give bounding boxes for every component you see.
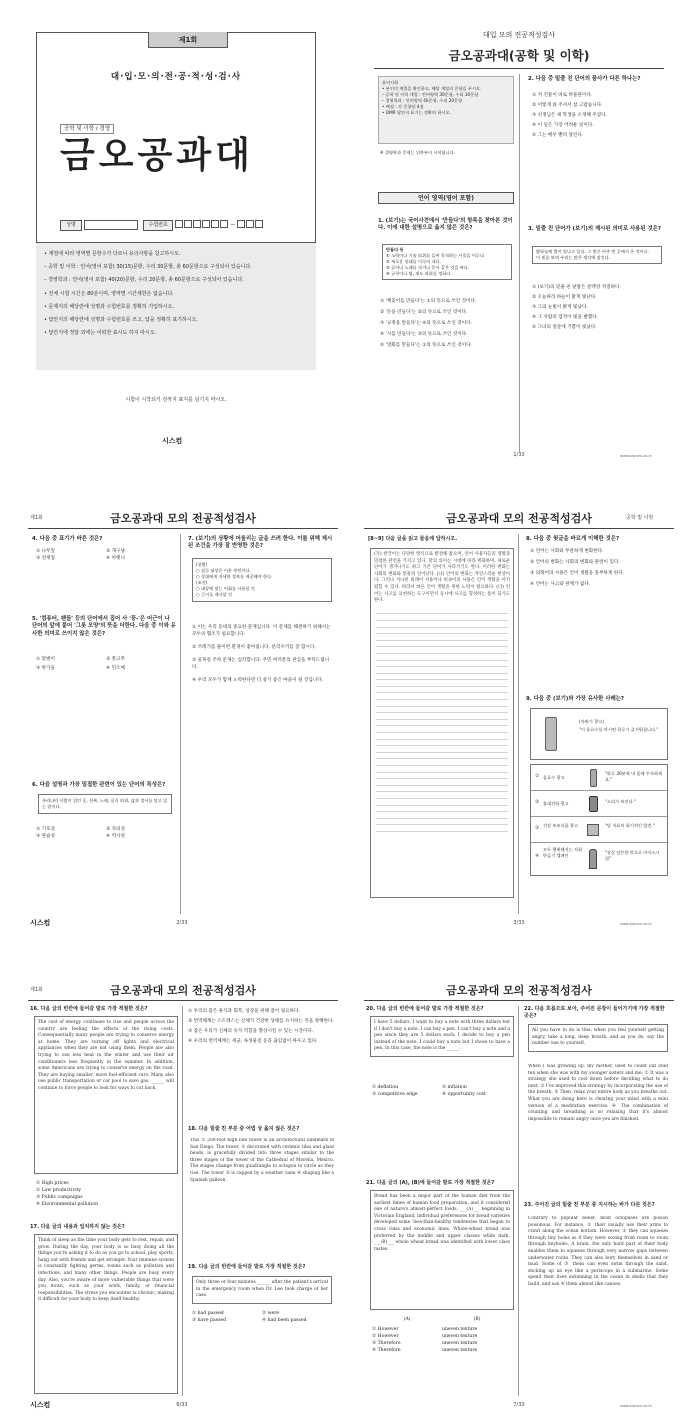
q8-option[interactable]: ④ 언어는 사고와 관계가 없다. [530,582,591,587]
q7-option[interactable]: ③ 골목길 주차 문제는 심각합니다. 주민 여러분의 관심을 부탁드립니다. [192,658,330,670]
notice-line: – 경영학과 : 언어영역 40문항, 수리 20문항 [382,98,463,103]
q3-option[interactable]: ① (보기)의 밑줄 친 낱말은 문맥상 적절하다. [532,285,621,290]
cover-note-4: • 문제지의 해당란에 성명과 수험번호를 정확히 기입하시오. [44,303,174,310]
q8-options [530,548,670,588]
q1-option[interactable]: ② '돈을 만들다'는 ②의 뜻으로 쓰인 것이다. [380,310,468,315]
q1-option[interactable]: ① '책꽂이를 만들다'는 ①의 뜻으로 쓰인 것이다. [380,299,477,304]
q3-option[interactable]: ④ 그 사람의 업적이 빛을 발했다. [532,315,599,320]
q7-options [192,624,332,684]
cover-session-tab: 제1회 [148,32,228,48]
q1-option[interactable]: ③ '규정을 만들다'는 ④의 뜻으로 쓰인 것이다. [380,321,472,326]
q1-stem: 1. (보기)는 국어사전에서 '만들다'의 항목을 찾아본 것이다. 이에 대한 설명으로 옳지 않은 것은? [378,218,513,232]
q9-row[interactable]: ③ 건강 보조식품 광고 "당 지표의 회기적인 발견." [531,817,667,843]
page3-header-right: 공학 및 이학 [626,515,654,521]
q16-option[interactable]: ① High prices [36,1181,69,1186]
bottle-icon [583,765,603,790]
q19-option[interactable]: ③ have passed [192,1318,227,1323]
q3-stem: 3. 밑줄 친 단어가 (보기)의 제시된 의미로 사용된 것은? [528,226,662,232]
q9-table [530,764,668,876]
q9-box-line: (자판기 광고) [579,719,604,724]
q19-option[interactable]: ② were [262,1311,280,1316]
cover-big-title: 금오공과대 [60,135,254,176]
q21-option-b[interactable]: uneven texture [442,1327,478,1332]
q8-9-header: [8~9] 다음 글을 읽고 물음에 답하시오. [368,536,458,542]
supplement-icon [583,817,603,842]
q16-stem: 16. 다음 글의 빈칸에 들어갈 말로 가장 적절한 것은? [30,1006,148,1012]
page-6 [28,968,338,1418]
page2-header-left: 제1회 [30,515,43,521]
q1-options [380,298,514,349]
q16-option[interactable]: ④ Environmental pollution [36,1202,99,1207]
q1-option[interactable]: ⑤ '영화를 만들다'는 ①의 뜻으로 쓰인 것이다. [380,343,472,348]
q20-options [372,1084,512,1098]
q4-options [36,548,176,562]
cover-page [36,32,316,452]
page6-logo: 시스컴 [30,1401,51,1409]
q17-stem: 17. 다음 글의 내용과 일치하지 않는 것은? [30,1224,125,1230]
icecream-icon [583,843,603,875]
q20-option[interactable]: ② inflation [442,1085,467,1090]
q6-option[interactable]: ① 기호성 [36,827,55,832]
q8-stem: 8. 다음 중 윗글을 바르게 이해한 것은? [526,536,620,542]
q2-stem: 2. 다음 중 밑줄 친 단어의 품사가 다른 하나는? [528,76,641,82]
q9-row[interactable]: ① 음료수 광고 "하루 30분씩 내 몸에 투자하세요." [531,765,667,791]
q7-box-line: ○ 근거를 제시할 것 [196,592,232,597]
cover-note-0: • 계열에 따라 영역별 문항수가 다르니 유의사항을 참고하시오. [44,251,181,257]
q8-9-passage-box [370,548,514,898]
cover-notes-box [36,242,316,370]
q21-option-a[interactable]: ① However [372,1327,399,1332]
q2-option[interactable]: ② 이렇게 와 주셔서 참 고맙습니다. [532,103,603,108]
q21-passage: Bread has been a major part of the human diet from the earliest times of human food preparation, and it considered one of nature's almost-perfect foods. ___(A)___ beginning in Victorian England, individual preferences for bread varieties developed some 'less-than-healthy tendencies that began to cross class and economic lines. Whole-wheat bread was preferred by the middle and upper classes while dark, ___(B)___ whole wheat bread was identified with lower class tastes. [370,1190,514,1310]
cover-note-6: • 답안지에 정답 외에는 어떠한 표시도 하지 마시오. [44,330,157,337]
q6-option[interactable]: ④ 역사성 [106,834,125,839]
q7-box [192,558,332,602]
q17-options [188,1008,334,1045]
q22-box: All you have to do is this: when you feel yourself getting angry, take a long, deep breath, and as you do, say the number one to yourself. [528,1024,668,1052]
q3-box [532,246,662,264]
q1-option[interactable]: ④ '시를 만들다'는 ③의 뜻으로 쓰인 것이다. [380,332,468,337]
q22-passage: When I was growing up, my mother, used to count out loud ten when she was with my younger sisters and me. ① It was a strategy she used to cool down before deciding what to do next. ② I've improved this strategy by incorporating the use of the breath. ③ Then, relax your entire body as you breathe out. What you are doing here is clearing your mind with a mini version of a meditation exercise. ④ The combination of counting and breathing is so relaxing that it's almost impossible to remain angry once you are finished. [528,1064,668,1122]
q9-row[interactable]: ② 휴대전화 광고 "소리가 보인다." [531,791,667,817]
q7-box-line: ○ 설득 대상은 이웃 주민이다. [196,568,251,573]
q16-passage: The cost of energy continues to rise and people across the country are feeling the effects of the rising costs. Consequentially many people are trying to conserve energy at home. They are turning off lights and electrical appliances when they are not using them. People are also trying to use less heat in the winter and use their air conditioners less frequently in the summer. In addition, some Americans are trying to conserve energy on the road. They are buying smaller, more fuel-efficient cars. Many also use public transportation or car pool to save gas. ______ will continue to force people to look for ways to cut back. [34,1016,178,1174]
q2-option[interactable]: ③ 선생님은 새 학생을 소개해 주셨다. [532,113,608,118]
cover-logo: 시스컴 [162,437,183,445]
q2-option[interactable]: ⑤ 그는 매우 빨리 달린다. [532,133,584,138]
q20-stem: 20. 다음 글의 빈칸에 들어갈 말로 가장 적절한 것은? [366,1006,484,1012]
q17-option[interactable]: ① 우리의 몸은 휴식과 회복, 성장을 위해 잠이 필요하다. [188,1009,300,1014]
cover-subject-tag: 공학 및 이학 / 경영 [60,124,114,134]
q2-option[interactable]: ① 저 건물이 바로 박물관이다. [532,93,593,98]
q18-passage: This ① 200-foot high bell tower is an architectural landmark of San Diego. The tower, ② decorated with ceramic tiles and glass beads, is gracefully divided into three stages similar to the three stages of the tower of the Cathedral of Morelia, Mexico. The stages change from quadrangle to octagon to circle as they rise. The tower ③ is capped by a weather vane ④ shaping like a Spanish galleon. [190,1138,334,1183]
page6-footer-num: 6/33 [176,1402,188,1408]
q5-option[interactable]: ① 맞벌이 [36,657,55,662]
q21-option-a[interactable]: ② However [372,1334,399,1339]
phone-icon [583,791,603,816]
cover-footer-note: 시험이 시작되기 전까지 표지를 넘기지 마시오. [125,397,227,403]
page7-title: 금오공과대 모의 전공적성검사 [446,984,592,997]
q8-option[interactable]: ② 언어의 변화는 사회의 변화와 관련이 있다. [530,560,620,565]
q17-option[interactable]: ④ 우리의 면역체계는 세균, 독성물질 등과 끊임없이 싸우고 있다. [188,1039,318,1044]
q2-option[interactable]: ④ 이 일은 가장 어려운 일이다. [532,123,594,128]
page2-footer-num: 2/33 [176,920,188,926]
cover-spaced-title: 대·입·모·의·전·공·적·성·검·사 [110,72,242,82]
notice-line: • 배점 : 각 문항당 4점 [382,104,424,109]
q20-passage: I have 5 dollars. I want to buy a note with three dollars but if I don't buy a note, I can buy a pen. I can't buy a note and a pen since they are 5 dollars each. I decide to buy a pen instead of the note. I could buy a note but I chose to have a pen. In this case, the note is the ______. [370,1016,514,1057]
q1-box-line: ④ 규칙이나 법, 제도 따위를 정하다. [386,271,452,276]
q21-option-a[interactable]: ③ Therefore [372,1341,401,1346]
q4-option[interactable]: ① 나무잎 [36,549,55,554]
q5-option[interactable]: ③ 한가을 [36,666,55,671]
notice-line: • 본인의 계열을 확인하고, 해당 계열의 문항을 푸시오. [382,86,482,91]
q6-stem: 6. 다음 설명과 가장 밀접한 관련이 있는 단어의 특성은? [32,782,166,788]
page1-small-note: ※ 경영학과 문제는 뒤쪽부터 시작됩니다. [380,150,455,155]
q16-option[interactable]: ③ Public campaigns [36,1195,83,1200]
q19-option[interactable]: ① had passed [192,1311,224,1316]
page1-notice-box [378,76,514,144]
q3-option[interactable]: ② 오늘따라 하늘이 맑게 빛난다. [532,295,597,300]
q5-option[interactable]: ② 풋고추 [106,657,125,662]
page3-footer-num: 3/33 [513,920,525,926]
q7-option[interactable]: ④ 우리 모두가 함께 노력한다면 더 살기 좋은 마을이 될 것입니다. [192,678,324,683]
q5-stem: 5. '컴퓨터, 팬들' 등의 단어에서 집어 사 '풍-'은 어근이 나 단어의 앞에 붙어 '그릇 모양'의 뜻을 더한다. 다음 중 이와 유사한 의미로 쓰이지 않은 것은? [32,616,176,637]
q21-head-a: (A) [403,1317,411,1322]
q21-head-b: (B) [473,1317,481,1322]
page1-footer-num: 1/33 [513,452,525,458]
page7-footer-num: 7/33 [513,1402,525,1408]
q19-option[interactable]: ④ had been passed [262,1318,307,1323]
passage-filler [374,608,510,832]
page2-title: 금오공과대 모의 전공적성검사 [110,512,256,525]
q21-option-b[interactable]: uneven texture [442,1348,478,1353]
drink-can-icon [545,717,557,751]
page3-footer-url: www.siscom.co.kr [620,922,653,926]
q3-option[interactable]: ③ 그의 눈빛이 밝게 빛났다. [532,305,588,310]
q1-box-title: 만들다 동 [386,247,404,252]
page-2 [28,496,338,936]
q6-option[interactable]: ③ 관습성 [36,834,55,839]
exam-no-grid[interactable] [175,220,264,228]
page1-section-label: 언어 영역(영어 포함) [378,192,514,204]
q9-box-line: "이 음료수를 마시면 하루가 즐거워집니다." [579,727,659,732]
page-1 [364,22,674,462]
q2-options [532,92,666,139]
q21-stem: 21. 다음 글의 (A), (B)에 들어갈 말로 가장 적절한 것은? [366,1180,495,1186]
q21-options [372,1326,512,1354]
q19-stem: 19. 다음 글의 빈칸에 들어갈 말로 가장 적절한 것은? [188,1264,306,1270]
q7-box-line: ○ 대상에 맞는 어휘를 사용할 것 [196,586,255,591]
q8-option[interactable]: ③ 외래어의 사용은 언어 생활을 풍부하게 한다. [530,571,625,576]
q21-option-a[interactable]: ④ Therefore [372,1348,401,1353]
name-field[interactable] [84,220,138,230]
cover-note-5: • 답안지의 해당란에 성명과 수험번호를 쓰고, 답을 정확히 표기하시오. [44,317,199,324]
q1-box-line: ③ 글이나 노래를 짓거나 문서 같은 것을 짜다. [386,265,470,270]
notice-line: 유의사항 [382,80,399,85]
q4-option[interactable]: ④ 아랫니 [106,556,125,561]
q20-option[interactable]: ① deflation [372,1085,399,1090]
q19-options [192,1310,332,1324]
page1-title: 금오공과대(공학 및 이학) [448,48,590,63]
page2-logo: 시스컴 [30,919,51,927]
notice-line: • OMR 답안지 표기는 정확히 하시오. [382,110,451,115]
q7-box-line: ○ 상대에게 자세한 정보를 제공해야 한다. [196,574,273,579]
q7-option[interactable]: ① 이는 우리 동네의 중요한 문제입니다. 이 문제를 해결하기 위해서는 모두의 협조가 필요합니다. [192,625,331,637]
q3-box-line: 이 빛을 보며 우리는 많은 생각에 잠긴다. [536,255,611,260]
q1-box-line: ① 노력이나 기술 따위를 들여 목적하는 사물을 이루다. [386,253,486,258]
q21-option-b[interactable]: uneven texture [442,1341,478,1346]
q8-option[interactable]: ① 언어는 사회와 무관하게 변화한다. [530,549,604,554]
q8-9-passage: (가) 한국어는 다양한 방식으로 발전해 왔으며, 언어 사용자들의 생활과 밀접한 관련을 가지고 있다. 말의 의미는 시대에 따라 변화하며, 새로운 단어가 생겨나기도 하고 기존 단어가 사라지기도 한다. 이러한 변화는 사회의 변화와 맞물려 일어난다. (나) 언어의 변화는 자연스러운 현상이다. 그러나 지나친 외래어 사용이나 비속어의 사용은 언어 생활을 어지럽힐 수 있다. 따라서 바른 언어 생활을 위한 노력이 필요하다. (다) 언어는 사고를 표현하는 도구이면서 동시에 사고를 형성하는 틀이 되기도 한다. [374,552,510,604]
notice-line: – 공학 및 이학 계열 : 언어영역 30문항, 수리 30문항 [382,92,479,97]
exam-no-dash: — [230,221,236,228]
q18-stem: 18. 다음 밑줄 친 부분 중 어법 상 옳지 않은 것은? [188,1126,300,1132]
q20-option[interactable]: ③ competitive edge [372,1092,418,1097]
q17-option[interactable]: ② 면역체계는 스트레스는 신체가 건강한 상태를 유지하는 것을 방해한다. [188,1019,334,1024]
q23-passage: Contrary to popular belief, most octopuses are poison poisonous. For instance, ① their usually use their arms to crawl along the ocean bottom. However, ② they can squeeze through tiny holes as if they were oozing from room to room through keyholes. A brain, the only hard part of their body enables them to squeeze through very narrow gaps between underwater rocks. They can also bury themselves in sand or mud. Some of ③ them can even swim through the sand, sticking up an eye like a periscope in a submarine. Some spend their lives swimming in the ocean in shells that they build, and use ④ them almost like canoes. [528,1216,668,1287]
cover-note-2: – 경영학과 : 언어(영어 포함) 40(20)문항, 수리 20문항, 총 60문항으로 구성되어 있습니다. [44,277,244,284]
q22-stem: 22. 다음 흐름으로 보아, 주어진 문장이 들어가기에 가장 적절한 곳은? [524,1006,665,1020]
q23-stem: 23. 주어진 글의 밑줄 친 부분 중 지시하는 바가 다른 것은? [524,1202,655,1208]
q6-option[interactable]: ② 자의성 [106,827,125,832]
q7-box-line: (상황) [196,562,208,567]
page7-footer-url: www.siscom.co.kr [620,1404,653,1408]
q5-option[interactable]: ④ 민소매 [106,666,125,671]
q3-box-line: 밤하늘에 별이 빛나고 있다. 그 빛은 아주 먼 곳에서 온 것이다. [536,249,650,254]
q1-box [382,244,512,280]
q6-options [36,826,176,840]
q7-box-line: (조건) [196,580,208,585]
page-3 [364,496,674,936]
q16-option[interactable]: ② Low productivity [36,1188,81,1193]
page3-title: 금오공과대 모의 전공적성검사 [446,512,592,525]
name-label: 성명 [60,220,82,231]
page1-footer-url: www.siscom.co.kr [620,454,653,458]
q6-box: 우리나라 사람이 입던 옷, 한복, 노래, 음식 따위, 삶과 정서를 담고 있는 말이다. [38,794,172,814]
cover-note-3: • 전체 시험 시간은 80분이며, 영역별 시간제한은 없습니다. [44,290,174,297]
exam-no-label: 수험번호 [143,220,173,231]
q3-option[interactable]: ⑤ 그녀의 얼굴에 기쁨이 빛났다. [532,325,597,330]
q21-option-b[interactable]: uneven texture [442,1334,478,1339]
q21-head [372,1316,512,1323]
q9-row[interactable]: ④ 모두 행복해지는 사회 만들기 캠페인 "상상 담은한 맛으로 아이스크림" [531,843,667,875]
page-7 [364,968,674,1418]
q17-passage: Think of sleep as the time your body gets to rest, repair, and grow. During the day, your body is so busy doing all the things you're asking it to do as you go to school, play sports, hang out with friends and get stronger. Your immune system is constantly fighting germs, toxins such as pollution and infections, and many other things. People are busy every day. Also, you're aware of more vulnerable things that were you down, such as your work, family, or financial responsibilities. The stress you encounter is chronic, making it difficult for your body to keep itself healthy. [34,1234,178,1394]
q4-option[interactable]: ③ 전세집 [36,556,55,561]
page1-subtitle: 대입 모의 전공적성검사 [482,31,556,39]
q3-options [532,284,666,331]
q20-option[interactable]: ④ opportunity cost [442,1092,486,1097]
cover-note-1: – 공학 및 이학 : 언어(영어 포함) 30(15)문항, 수리 30문항, 총 60문항으로 구성되어 있습니다. [44,264,252,271]
q1-box-line: ② 새로운 상태를 이루어 내다. [386,259,441,264]
q19-passage: Only three or four minutes ______ after the patient's arrival in the emergency room when Dr. Lee took charge of her case. [192,1276,332,1304]
page6-title: 금오공과대 모의 전공적성검사 [110,984,256,997]
q5-options [36,656,176,672]
q9-stem: 9. 다음 중 (보기)와 가장 유사한 사례는? [526,696,625,702]
q9-box [530,708,668,760]
q4-stem: 4. 다음 중 표기가 바른 것은? [32,536,103,542]
q7-stem: 7. (보기)의 상황에 어울리는 글을 쓰려 한다. 이를 위해 제시된 조건을 가장 잘 반영한 것은? [188,536,333,550]
q17-option[interactable]: ③ 잠은 우리가 신체의 유지 역할을 향상시킬 수 있는 시간이다. [188,1029,314,1034]
cover-name-row [60,220,296,230]
q7-option[interactable]: ② 쓰레기를 줄이면 환경이 좋아집니다. 분리수거를 잘 합시다. [192,645,316,650]
page6-header-left: 제1회 [30,987,43,993]
q16-options [36,1180,176,1208]
q4-option[interactable]: ② 개구냥 [106,549,125,554]
